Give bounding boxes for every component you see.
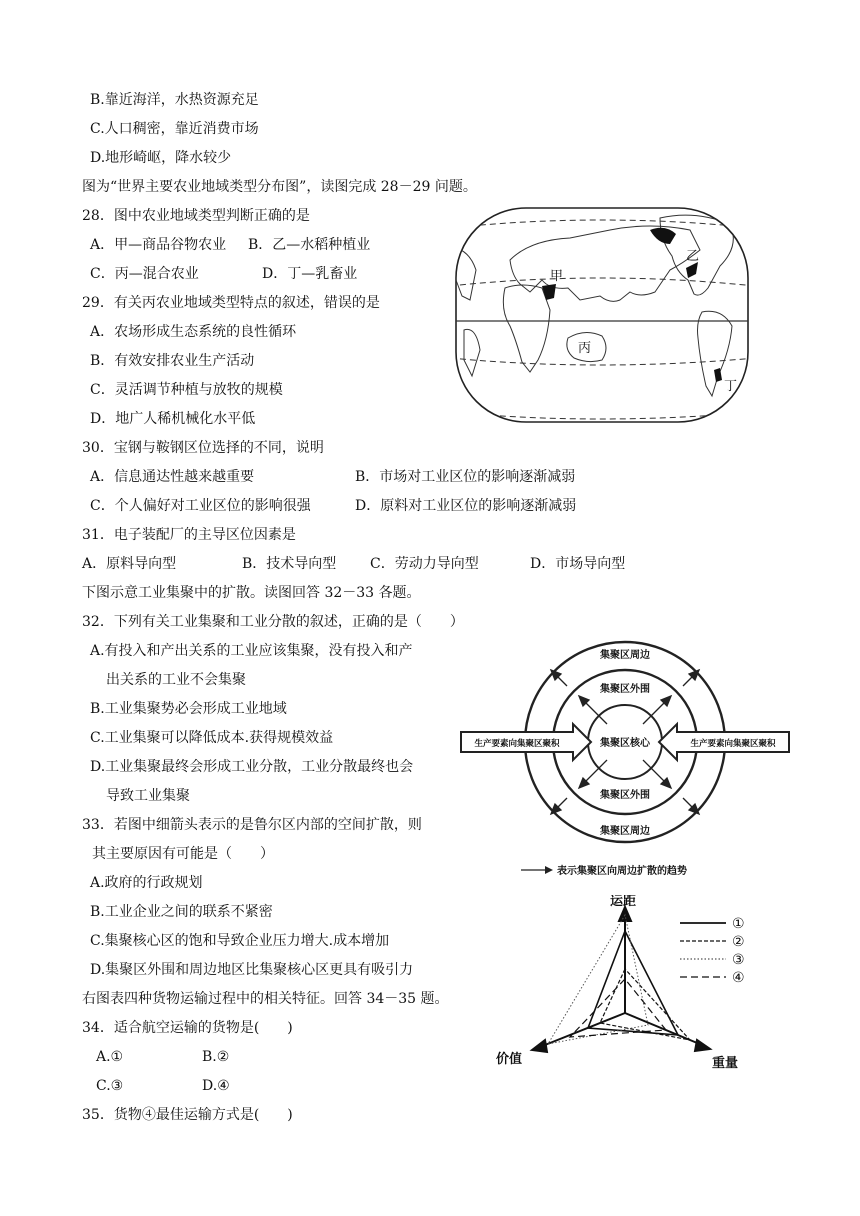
question-33: 33．若图中细箭头表示的是鲁尔区内部的空间扩散，则 bbox=[82, 817, 422, 833]
option-33-d: D.集聚区外围和周边地区比集聚核心区更具有吸引力 bbox=[90, 962, 414, 978]
option-27-b: B.靠近海洋，水热资源充足 bbox=[90, 92, 259, 108]
cluster-intro: 下图示意工业集聚中的扩散。读图回答 32－33 各题。 bbox=[82, 585, 421, 601]
option-32-b: B.工业集聚势必会形成工业地域 bbox=[90, 701, 287, 717]
option-28-c: C．丙—混合农业 bbox=[90, 266, 199, 282]
label-right-arrow: 生产要素向集聚区聚积 bbox=[690, 739, 776, 749]
label-bing: 丙 bbox=[578, 341, 592, 356]
option-31-b: B．技术导向型 bbox=[242, 556, 337, 572]
question-30: 30．宝钢与鞍钢区位选择的不同，说明 bbox=[82, 440, 324, 456]
option-34-d: D.④ bbox=[202, 1078, 230, 1094]
option-31-c: C．劳动力导向型 bbox=[370, 556, 479, 572]
option-30-b: B．市场对工业区位的影响逐渐减弱 bbox=[355, 469, 576, 485]
option-30-d: D．原料对工业区位的影响逐渐减弱 bbox=[355, 498, 577, 514]
question-32: 32．下列有关工业集聚和工业分散的叙述，正确的是（ ） bbox=[82, 614, 464, 630]
option-34-b: B.② bbox=[202, 1049, 230, 1065]
map-frame bbox=[456, 208, 748, 422]
label-middle-bottom: 集聚区外围 bbox=[600, 790, 650, 801]
option-30-c: C．个人偏好对工业区位的影响很强 bbox=[90, 498, 311, 514]
axis-distance-arrow bbox=[619, 907, 631, 921]
label-outer-bottom: 集聚区周边 bbox=[600, 826, 650, 837]
option-31-a: A．原料导向型 bbox=[82, 556, 177, 572]
option-28-a: A．甲—商品谷物农业 bbox=[90, 237, 227, 253]
option-32-d: D.工业集聚最终会形成工业分散，工业分散最终也会 bbox=[90, 759, 414, 775]
map-intro: 图为“世界主要农业地域类型分布图”，读图完成 28－29 问题。 bbox=[82, 179, 477, 195]
option-33-b: B.工业企业之间的联系不紧密 bbox=[90, 904, 273, 920]
option-34-a: A.① bbox=[96, 1049, 124, 1065]
option-29-a: A．农场形成生态系统的良性循环 bbox=[90, 324, 297, 340]
label-core: 集聚区核心 bbox=[600, 738, 650, 749]
industrial-cluster-diagram bbox=[455, 630, 795, 885]
question-28: 28．图中农业地域类型判断正确的是 bbox=[82, 208, 310, 224]
question-33-cont: 其主要原因有可能是（ ） bbox=[92, 846, 274, 862]
option-29-b: B．有效安排农业生产活动 bbox=[90, 353, 255, 369]
axis-label-value: 价值 bbox=[496, 1052, 523, 1067]
label-ding: 丁 bbox=[724, 379, 738, 394]
legend-label-2: ② bbox=[732, 934, 745, 950]
option-29-c: C．灵活调节种植与放牧的规模 bbox=[90, 382, 283, 398]
axis-value-arrow bbox=[532, 1040, 547, 1052]
question-31: 31．电子装配厂的主导区位因素是 bbox=[82, 527, 296, 543]
option-34-c: C.③ bbox=[96, 1078, 124, 1094]
label-middle-top: 集聚区外围 bbox=[600, 684, 650, 695]
legend-label-4: ④ bbox=[732, 970, 745, 986]
option-30-a: A．信息通达性越来越重要 bbox=[90, 469, 255, 485]
option-32-a-cont: 出关系的工业不会集聚 bbox=[106, 672, 246, 688]
option-28-b: B．乙—水稻种植业 bbox=[248, 237, 371, 253]
label-jia: 甲 bbox=[550, 269, 564, 284]
question-35: 35．货物④最佳运输方式是( ) bbox=[82, 1107, 293, 1123]
option-28-d: D．丁—乳畜业 bbox=[262, 266, 358, 282]
label-yi: 乙 bbox=[686, 249, 700, 264]
question-34: 34．适合航空运输的货物是( ) bbox=[82, 1020, 293, 1036]
option-29-d: D．地广人稀机械化水平低 bbox=[90, 411, 256, 427]
question-29: 29．有关丙农业地域类型特点的叙述，错误的是 bbox=[82, 295, 380, 311]
option-31-d: D．市场导向型 bbox=[530, 556, 626, 572]
option-32-c: C.工业集聚可以降低成本.获得规模效益 bbox=[90, 730, 334, 746]
transport-feature-chart bbox=[490, 895, 780, 1080]
legend-text: 表示集聚区向周边扩散的趋势 bbox=[557, 866, 687, 877]
label-left-arrow: 生产要素向集聚区聚积 bbox=[474, 739, 560, 749]
option-27-c: C.人口稠密，靠近消费市场 bbox=[90, 121, 259, 137]
radar-intro: 右图表四种货物运输过程中的相关特征。回答 34－35 题。 bbox=[82, 991, 449, 1007]
option-32-a: A.有投入和产出关系的工业应该集聚，没有投入和产 bbox=[90, 643, 413, 659]
legend-label-3: ③ bbox=[732, 952, 745, 968]
axis-label-distance: 运距 bbox=[610, 895, 637, 909]
world-agriculture-map bbox=[450, 200, 755, 432]
axis-weight-arrow bbox=[695, 1040, 710, 1051]
legend-arrow-head bbox=[545, 866, 553, 874]
label-outer-top: 集聚区周边 bbox=[600, 650, 650, 661]
option-32-d-cont: 导致工业集聚 bbox=[106, 788, 190, 804]
option-33-a: A.政府的行政规划 bbox=[90, 875, 203, 891]
option-27-d: D.地形崎岖，降水较少 bbox=[90, 150, 232, 166]
legend-label-1: ① bbox=[732, 916, 745, 932]
option-33-c: C.集聚核心区的饱和导致企业压力增大.成本增加 bbox=[90, 933, 390, 949]
axis-label-weight: 重量 bbox=[712, 1056, 739, 1071]
